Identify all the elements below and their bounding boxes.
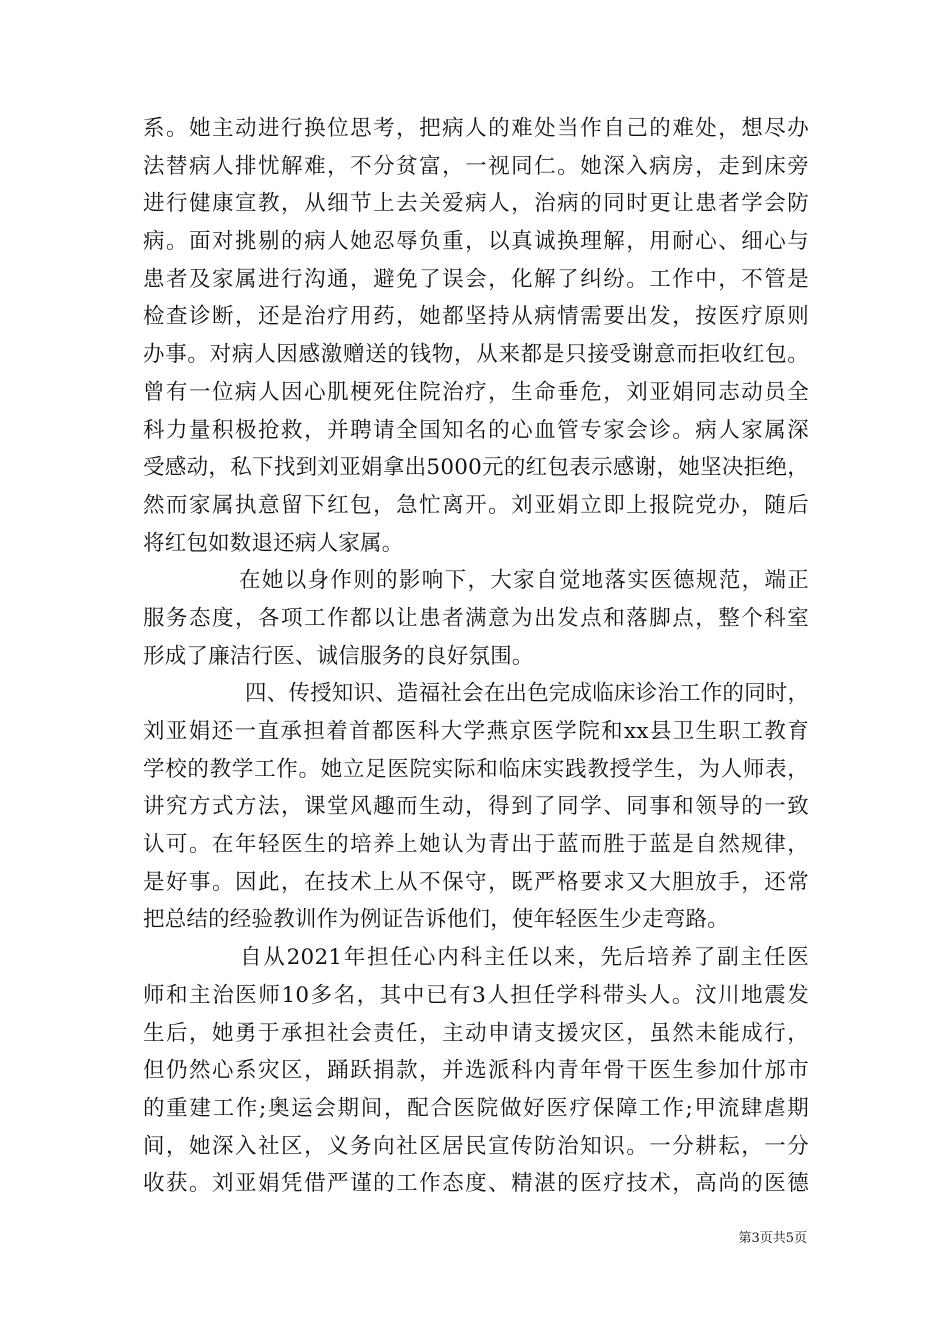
- text-line: 进行健康宣教，从细节上去关爱病人，治病的同时更让患者学会防: [143, 191, 809, 217]
- text-line: 曾有一位病人因心肌梗死住院治疗，生命垂危，刘亚娟同志动员全: [143, 379, 809, 405]
- text-line: 刘亚娟还一直承担着首都医科大学燕京医学院和xx县卫生职工教育: [143, 719, 809, 744]
- text-line: 办事。对病人因感激赠送的钱物，从来都是只接受谢意而拒收红包。: [143, 342, 809, 368]
- text-line: 是好事。因此，在技术上从不保守，既严格要求又大胆放手，还常: [143, 869, 809, 895]
- text-line: 收获。刘亚娟凭借严谨的工作态度、精湛的医疗技术，高尚的医德: [143, 1171, 809, 1197]
- text-line: 检查诊断，还是治疗用药，她都坚持从病情需要出发，按医疗原则: [143, 304, 809, 330]
- text-line: 的重建工作;奥运会期间，配合医院做好医疗保障工作;甲流肆虐期: [143, 1095, 809, 1121]
- text-line: 讲究方式方法，课堂风趣而生动，得到了同学、同事和领导的一致: [143, 794, 809, 820]
- section-heading-line: 四、传授知识、造福社会在出色完成临床诊治工作的同时，: [245, 681, 810, 707]
- text-line: 将红包如数退还病人家属。: [143, 530, 404, 556]
- body-text: [143, 110, 809, 1203]
- paragraph-first-line: 自从2021年担任心内科主任以来，先后培养了副主任医: [240, 945, 809, 971]
- text-line: 但仍然心系灾区，踊跃捐款，并选派科内青年骨干医生参加什邡市: [143, 1058, 809, 1084]
- text-line: 科力量积极抢救，并聘请全国知名的心血管专家会诊。病人家属深: [143, 417, 809, 443]
- text-line: 然而家属执意留下红包，急忙离开。刘亚娟立即上报院党办，随后: [143, 492, 809, 518]
- text-line: 学校的教学工作。她立足医院实际和临床实践教授学生，为人师表，: [143, 756, 809, 782]
- text-line: 受感动，私下找到刘亚娟拿出5000元的红包表示感谢，她坚决拒绝，: [143, 455, 809, 481]
- text-line: 生后，她勇于承担社会责任，主动申请支援灾区，虽然未能成行，: [143, 1020, 809, 1046]
- text-line: 服务态度，各项工作都以让患者满意为出发点和落脚点，整个科室: [143, 605, 809, 631]
- text-line: 形成了廉洁行医、诚信服务的良好氛围。: [143, 643, 534, 669]
- text-line: 病。面对挑剔的病人她忍辱负重，以真诚换理解，用耐心、细心与: [143, 229, 809, 255]
- text-line: 认可。在年轻医生的培养上她认为青出于蓝而胜于蓝是自然规律，: [143, 832, 809, 858]
- text-line: 把总结的经验教训作为例证告诉他们，使年轻医生少走弯路。: [143, 907, 729, 933]
- page-number: 第3页共5页: [738, 1231, 807, 1246]
- text-line: 师和主治医师10多名，其中已有3人担任学科带头人。汶川地震发: [143, 982, 809, 1008]
- text-line: 患者及家属进行沟通，避免了误会，化解了纠纷。工作中，不管是: [143, 266, 809, 292]
- text-line: 系。她主动进行换位思考，把病人的难处当作自己的难处，想尽办: [143, 116, 809, 141]
- text-line: 法替病人排忧解难，不分贫富，一视同仁。她深入病房，走到床旁: [143, 153, 809, 179]
- paragraph-first-line: 在她以身作则的影响下，大家自觉地落实医德规范，端正: [239, 568, 809, 594]
- text-line: 间，她深入社区，义务向社区居民宣传防治知识。一分耕耘，一分: [143, 1133, 809, 1159]
